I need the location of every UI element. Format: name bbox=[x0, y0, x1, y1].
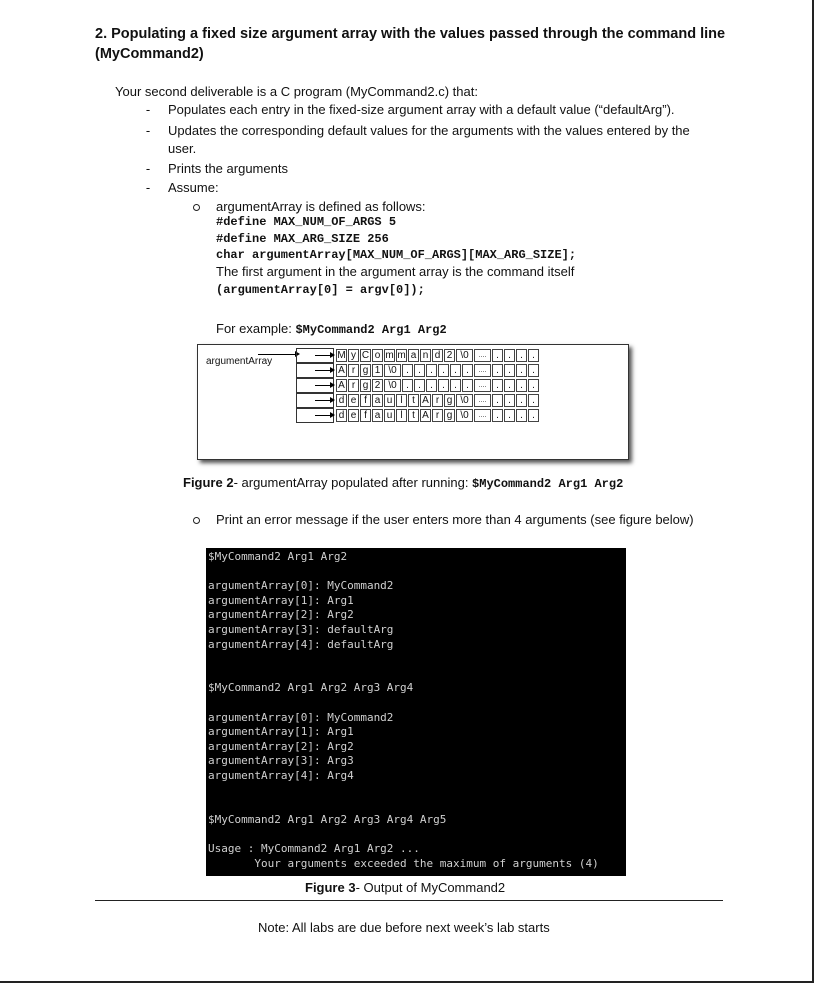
array-cell: m bbox=[385, 350, 394, 361]
bullet-text: Prints the arguments bbox=[168, 161, 288, 176]
array-cell: . bbox=[492, 394, 503, 407]
array-cell: a bbox=[372, 394, 383, 407]
heading-line-2: (MyCommand2) bbox=[95, 46, 204, 62]
array-cell: . bbox=[516, 379, 527, 392]
array-cell: g bbox=[444, 394, 455, 407]
figure-3-text: - Output of MyCommand2 bbox=[355, 880, 506, 895]
terminal-line: argumentArray[1]: Arg1 bbox=[208, 593, 354, 607]
array-cell: A bbox=[420, 394, 431, 407]
figure-3-label: Figure 3 bbox=[305, 880, 356, 895]
circle-bullet-icon bbox=[193, 517, 200, 524]
terminal-line: $MyCommand2 Arg1 Arg2 Arg3 Arg4 bbox=[208, 681, 414, 695]
array-cell: . bbox=[516, 394, 527, 407]
array-cell: . bbox=[492, 349, 503, 362]
array-cell: . bbox=[414, 364, 425, 377]
figure-2-label: Figure 2 bbox=[183, 475, 234, 490]
terminal-line: argumentArray[3]: defaultArg bbox=[208, 623, 394, 636]
heading-line-1: 2. Populating a fixed size argument array with the values passed through the command line bbox=[95, 26, 726, 42]
argument-array-diagram bbox=[197, 344, 629, 460]
array-cell: . bbox=[504, 364, 515, 377]
array-cell: .... bbox=[474, 379, 491, 392]
pointer-label: argumentArray bbox=[206, 356, 273, 367]
array-cell: d bbox=[336, 394, 347, 407]
bullet-dash: - bbox=[145, 161, 151, 176]
array-cell: . bbox=[528, 349, 539, 362]
arrow-head-icon bbox=[330, 367, 335, 373]
array-cell: 2 bbox=[372, 379, 383, 392]
terminal-line: $MyCommand2 Arg1 Arg2 Arg3 Arg4 Arg5 bbox=[208, 812, 447, 826]
array-cell: . bbox=[492, 364, 503, 377]
array-cell: a bbox=[408, 349, 419, 362]
section-heading bbox=[95, 24, 735, 64]
array-cell: m bbox=[397, 350, 406, 361]
pointer-arrow bbox=[258, 354, 298, 355]
array-cell: u bbox=[384, 394, 395, 407]
array-cell: l bbox=[396, 409, 407, 422]
array-cell: \0 bbox=[456, 409, 473, 422]
divider bbox=[95, 900, 723, 901]
array-cell: . bbox=[528, 409, 539, 422]
array-cell: \0 bbox=[456, 394, 473, 407]
array-cell: r bbox=[432, 409, 443, 422]
terminal-output bbox=[206, 548, 626, 876]
array-cell: . bbox=[492, 379, 503, 392]
bullet-text-continued: user. bbox=[168, 141, 197, 156]
bullet-text: Updates the corresponding default values for the arguments with the values entered by the bbox=[168, 123, 690, 138]
array-cell: g bbox=[444, 409, 455, 422]
array-cell: .... bbox=[474, 394, 491, 407]
code-line: #define MAX_ARG_SIZE 256 bbox=[216, 232, 389, 246]
footer-note: Note: All labs are due before next week’s lab starts bbox=[258, 920, 550, 935]
array-cell: . bbox=[504, 349, 515, 362]
array-cell: A bbox=[336, 379, 347, 392]
array-cell: . bbox=[450, 379, 461, 392]
array-cell: . bbox=[504, 394, 515, 407]
array-cell: . bbox=[504, 379, 515, 392]
array-cell: . bbox=[462, 364, 473, 377]
array-cell: .... bbox=[474, 349, 491, 362]
array-cell: .... bbox=[474, 409, 491, 422]
example-code: $MyCommand2 Arg1 Arg2 bbox=[295, 323, 447, 337]
arrow-head-icon bbox=[330, 382, 335, 388]
arrow-head-icon bbox=[330, 352, 335, 358]
array-cell: . bbox=[426, 379, 437, 392]
terminal-line: Your arguments exceeded the maximum of arguments (4) bbox=[208, 856, 599, 870]
terminal-line: argumentArray[2]: Arg2 bbox=[208, 739, 354, 753]
terminal-line: $MyCommand2 Arg1 Arg2 bbox=[208, 550, 348, 563]
figure-3-caption bbox=[305, 879, 505, 897]
array-cell: . bbox=[438, 379, 449, 392]
terminal-line: Usage : MyCommand2 Arg1 Arg2 ... bbox=[208, 842, 420, 855]
bullet-text: Assume: bbox=[168, 180, 219, 195]
array-cell: r bbox=[432, 394, 443, 407]
intro-text: Your second deliverable is a C program (MyCommand2.c) that: bbox=[115, 84, 478, 99]
code-line: char argumentArray[MAX_NUM_OF_ARGS][MAX_ARG_SIZE]; bbox=[216, 248, 577, 262]
figure-2-code: $MyCommand2 Arg1 Arg2 bbox=[472, 477, 624, 491]
circle-bullet-icon bbox=[193, 204, 200, 211]
first-arg-text: The first argument in the argument array is the command itself bbox=[216, 264, 575, 279]
arrow-head-icon bbox=[330, 397, 335, 403]
definition-label: argumentArray is defined as follows: bbox=[216, 199, 426, 214]
arrow-head-icon bbox=[330, 412, 335, 418]
array-cell: . bbox=[516, 349, 527, 362]
array-cell: . bbox=[450, 364, 461, 377]
array-cell: r bbox=[348, 364, 359, 377]
array-cell: \0 bbox=[384, 364, 401, 377]
figure-2-caption bbox=[183, 474, 623, 493]
array-cell: r bbox=[348, 379, 359, 392]
row-arrow bbox=[315, 355, 331, 356]
array-cell: A bbox=[420, 409, 431, 422]
array-cell: . bbox=[528, 379, 539, 392]
array-cell: 2 bbox=[444, 349, 455, 362]
array-cell: . bbox=[504, 409, 515, 422]
array-cell: e bbox=[348, 409, 359, 422]
array-cell: . bbox=[516, 409, 527, 422]
array-cell: M bbox=[337, 350, 346, 361]
terminal-line: argumentArray[4]: Arg4 bbox=[208, 769, 354, 782]
row-arrow bbox=[315, 415, 331, 416]
array-cell: . bbox=[426, 364, 437, 377]
array-cell: d bbox=[336, 409, 347, 422]
error-bullet-text: Print an error message if the user enters more than 4 arguments (see figure below) bbox=[216, 512, 694, 527]
row-arrow bbox=[315, 370, 331, 371]
array-cell: g bbox=[360, 379, 371, 392]
row-arrow bbox=[315, 385, 331, 386]
array-cell: \0 bbox=[384, 379, 401, 392]
array-cell: a bbox=[372, 409, 383, 422]
array-cell: . bbox=[492, 409, 503, 422]
terminal-line: argumentArray[2]: Arg2 bbox=[208, 608, 354, 622]
array-cell: t bbox=[408, 409, 419, 422]
array-cell: . bbox=[414, 379, 425, 392]
array-cell: d bbox=[432, 349, 443, 362]
terminal-line: argumentArray[1]: Arg1 bbox=[208, 725, 354, 739]
terminal-line: argumentArray[0]: MyCommand2 bbox=[208, 710, 394, 724]
code-line: #define MAX_NUM_OF_ARGS 5 bbox=[216, 215, 397, 229]
array-cell: .... bbox=[474, 364, 491, 377]
array-cell: . bbox=[402, 364, 413, 377]
array-cell: C bbox=[361, 350, 370, 361]
array-cell: f bbox=[360, 394, 371, 407]
array-cell: f bbox=[360, 409, 371, 422]
bullet-dash: - bbox=[145, 102, 151, 117]
bullet-text: Populates each entry in the fixed-size argument array with a default value (“defaultArg”). bbox=[168, 102, 675, 117]
bullet-dash: - bbox=[145, 123, 151, 138]
array-cell: . bbox=[438, 364, 449, 377]
array-cell: \0 bbox=[456, 349, 473, 362]
array-cell: e bbox=[348, 394, 359, 407]
terminal-line: argumentArray[0]: MyCommand2 bbox=[208, 579, 394, 593]
example-line bbox=[216, 320, 447, 339]
array-cell: t bbox=[408, 394, 419, 407]
array-cell: . bbox=[462, 379, 473, 392]
array-cell: l bbox=[396, 394, 407, 407]
array-cell: g bbox=[360, 364, 371, 377]
array-cell: . bbox=[528, 364, 539, 377]
array-cell: y bbox=[348, 349, 359, 362]
figure-2-text: - argumentArray populated after running: bbox=[233, 475, 473, 490]
example-label: For example: bbox=[216, 321, 296, 336]
row-arrow bbox=[315, 400, 331, 401]
array-cell: . bbox=[516, 364, 527, 377]
terminal-line: argumentArray[3]: Arg3 bbox=[208, 754, 354, 768]
array-cell: u bbox=[384, 409, 395, 422]
array-cell: A bbox=[336, 364, 347, 377]
array-cell: n bbox=[420, 349, 431, 362]
array-cell: . bbox=[402, 379, 413, 392]
bullet-dash: - bbox=[145, 180, 151, 195]
first-arg-code: (argumentArray[0] = argv[0]); bbox=[216, 283, 425, 297]
array-cell: 1 bbox=[372, 364, 383, 377]
array-cell: o bbox=[372, 349, 383, 362]
terminal-line: argumentArray[4]: defaultArg bbox=[208, 637, 394, 651]
array-cell: . bbox=[528, 394, 539, 407]
